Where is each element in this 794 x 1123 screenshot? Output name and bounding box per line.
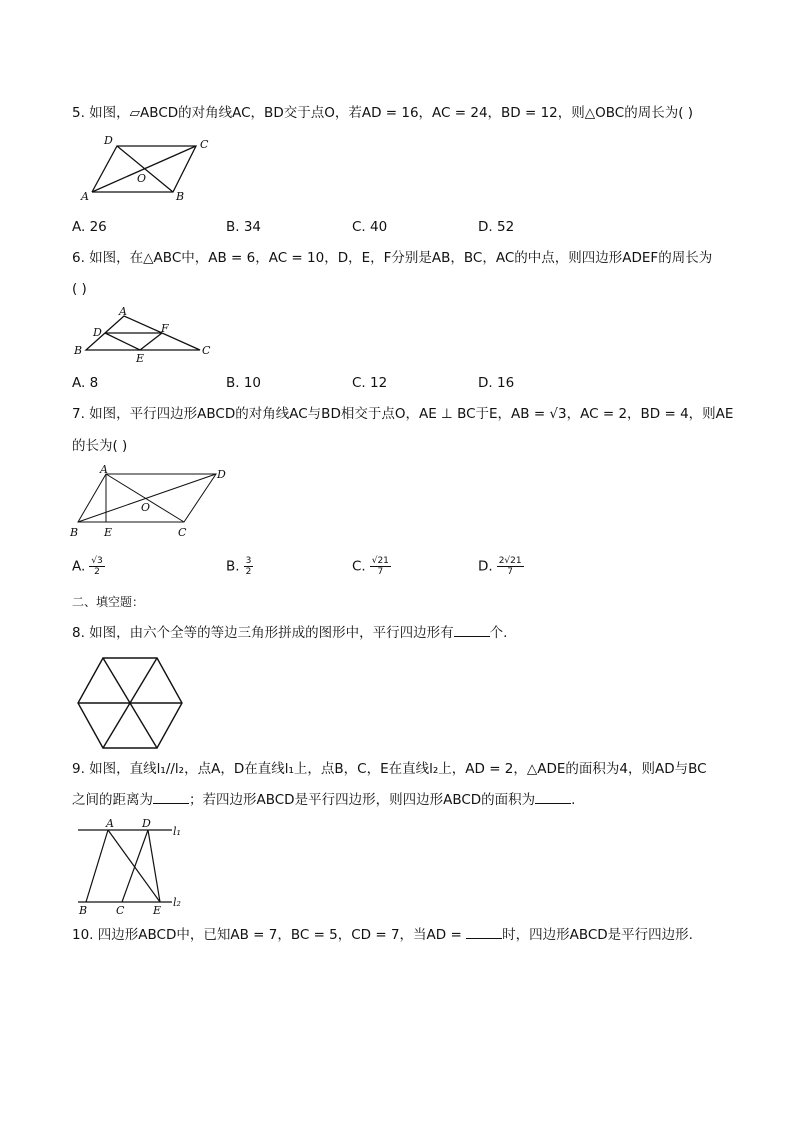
q6-option-d: D. 16 — [478, 375, 515, 391]
q5-option-b: B. 34 — [226, 219, 262, 235]
q9-figure — [74, 816, 188, 916]
q7-label-c: C — [178, 526, 187, 539]
q7-label-b: B — [70, 526, 79, 539]
q9-stem-cont: 之间的距离为 ；若四边形ABCD是平行四边形，则四边形ABCD的面积为 . — [72, 792, 576, 808]
q5-stem: 5. 如图，▱ABCD的对角线AC，BD交于点O，若AD = 16，AC = 24，BD = 12，则△OBC的周长为( ) — [72, 105, 694, 121]
q7-option-b: B. $\frac{3}{2}$ — [226, 556, 252, 577]
q8-answer-blank — [454, 624, 490, 637]
q7-label-e: E — [104, 526, 113, 539]
q6-label-f: F — [161, 322, 169, 335]
q7-option-a: A. $\frac{√3}{2}$ — [72, 556, 103, 577]
q9-label-d: D — [142, 817, 151, 830]
q7-stem-cont: 的长为( ) — [72, 438, 128, 454]
q5-option-d: D. 52 — [478, 219, 515, 235]
q6-figure — [72, 304, 222, 366]
q9-label-a: A — [106, 817, 114, 830]
q5-label-o: O — [137, 172, 147, 185]
q7-label-o: O — [141, 501, 151, 514]
q5-option-c: C. 40 — [352, 219, 388, 235]
q6-option-c: C. 12 — [352, 375, 388, 391]
q9-stem: 9. 如图，直线l₁//l₂，点A，D在直线l₁上，点B，C，E在直线l₂上，AD = 2，△ADE的面积为4，则AD与BC — [72, 761, 707, 777]
q9-answer-blank-2 — [535, 791, 571, 804]
q9-label-l1: l₁ — [173, 825, 181, 838]
q7-label-d: D — [217, 468, 226, 481]
q5-label-a: A — [81, 190, 89, 203]
q6-label-b: B — [74, 344, 83, 357]
q6-option-a: A. 8 — [72, 375, 99, 391]
q5-label-d: D — [104, 134, 113, 147]
q9-label-l2: l₂ — [173, 896, 181, 909]
q5-label-b: B — [176, 190, 185, 203]
q10-stem: 10. 四边形ABCD中，已知AB = 7，BC = 5，CD = 7，当AD = 时，四边形ABCD是平行四边形. — [72, 927, 693, 943]
q5-label-c: C — [200, 138, 209, 151]
q10-answer-blank — [466, 926, 502, 939]
q9-label-e: E — [153, 904, 162, 916]
q9-label-b: B — [79, 904, 88, 916]
q7-option-c: C. $\frac{√21}{7}$ — [352, 556, 389, 577]
q6-stem: 6. 如图，在△ABC中，AB = 6，AC = 10，D，E，F分别是AB，BC，AC的中点，则四边形ADEF的周长为 — [72, 250, 713, 266]
q6-option-b: B. 10 — [226, 375, 262, 391]
q7-label-a: A — [100, 463, 108, 476]
q9-label-c: C — [116, 904, 125, 916]
q7-figure — [66, 462, 236, 540]
section-heading: 二、填空题： — [72, 595, 145, 609]
q6-label-e: E — [136, 352, 145, 365]
q8-stem: 8. 如图，由六个全等的等边三角形拼成的图形中，平行四边形有 个. — [72, 625, 508, 641]
q6-label-c: C — [202, 344, 211, 357]
q5-option-a: A. 26 — [72, 219, 107, 235]
q8-hexagon-figure — [76, 656, 186, 750]
q6-label-d: D — [93, 326, 102, 339]
q9-answer-blank-1 — [153, 791, 189, 804]
q5-figure — [76, 132, 216, 208]
q7-stem: 7. 如图，平行四边形ABCD的对角线AC与BD相交于点O，AE ⊥ BC于E，AB = √3，AC = 2，BD = 4，则AE — [72, 406, 734, 422]
q6-stem-cont: ( ) — [72, 281, 87, 297]
q6-label-a: A — [119, 305, 127, 318]
q7-option-d: D. $\frac{2√21}{7}$ — [478, 556, 522, 577]
